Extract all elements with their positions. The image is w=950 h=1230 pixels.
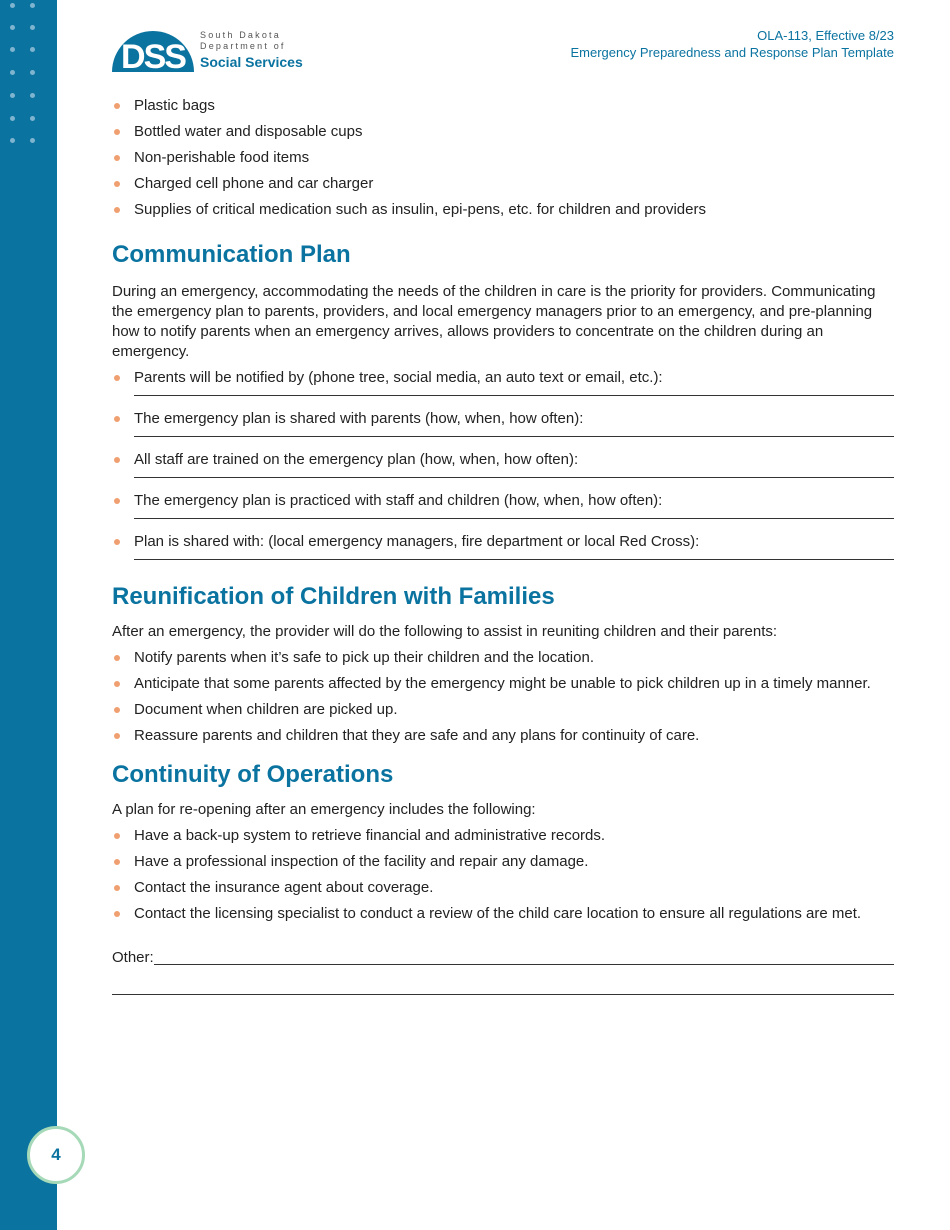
list-item: Notify parents when it’s safe to pick up their children and the location. [112, 648, 894, 668]
list-item: Contact the licensing specialist to conduct a review of the child care location to ensure all regulations are met. [112, 904, 894, 924]
list-item: Have a back-up system to retrieve financial and administrative records. [112, 826, 894, 846]
form-title: Emergency Preparedness and Response Plan Template [570, 45, 894, 60]
list-item: Non-perishable food items [112, 148, 894, 168]
logo-line-1: South Dakota [200, 30, 281, 40]
other-input-line[interactable] [154, 964, 894, 965]
list-item: Reassure parents and children that they are safe and any plans for continuity of care. [112, 726, 894, 746]
list-item: Plastic bags [112, 96, 894, 116]
list-item: Document when children are picked up. [112, 700, 894, 720]
list-item: Anticipate that some parents affected by the emergency might be unable to pick children up in a timely manner. [112, 674, 894, 694]
list-item: Plan is shared with: (local emergency managers, fire department or local Red Cross): [112, 532, 894, 552]
reunification-heading: Reunification of Children with Families [112, 583, 555, 610]
logo-mark: DSS [121, 38, 185, 74]
communication-list [112, 368, 894, 388]
form-id: OLA-113, Effective 8/23 [757, 28, 894, 43]
page-number: 4 [27, 1126, 85, 1184]
communication-intro: During an emergency, accommodating the needs of the children in care is the priority for providers. Communicating the emergency plan to parents, providers, and local emergency managers prior to an emergency, and pre-planning how to notify parents when an emergency arrives, allows providers to concentrate on the children during an emergency. [112, 283, 876, 360]
continuity-intro: A plan for re-opening after an emergency includes the following: [112, 801, 536, 818]
list-item: Parents will be notified by (phone tree, social media, an auto text or email, etc.): [112, 368, 894, 388]
other-label: Other: [112, 949, 154, 966]
decorative-dots [8, 0, 48, 150]
fill-in-line[interactable] [134, 436, 894, 437]
list-item: Supplies of critical medication such as insulin, epi-pens, etc. for children and providers [112, 200, 894, 220]
list-item: Contact the insurance agent about coverage. [112, 878, 894, 898]
list-item: The emergency plan is shared with parents (how, when, how often): [112, 409, 894, 429]
fill-in-line[interactable] [134, 395, 894, 396]
left-sidebar [0, 0, 57, 1230]
fill-in-line[interactable] [134, 559, 894, 560]
supplies-list [112, 96, 894, 220]
other-field [112, 948, 894, 968]
list-item: The emergency plan is practiced with staff and children (how, when, how often): [112, 491, 894, 511]
page-content [112, 96, 894, 995]
logo-line-3: Social Services [200, 54, 303, 70]
list-item: Bottled water and disposable cups [112, 122, 894, 142]
reunification-list [112, 648, 894, 746]
reunification-intro: After an emergency, the provider will do the following to assist in reuniting children and their parents: [112, 623, 778, 640]
list-item: Have a professional inspection of the facility and repair any damage. [112, 852, 894, 872]
document-header [570, 27, 894, 61]
continuity-heading: Continuity of Operations [112, 761, 394, 788]
fill-in-line[interactable] [134, 518, 894, 519]
fill-in-line[interactable] [134, 477, 894, 478]
list-item: All staff are trained on the emergency plan (how, when, how often): [112, 450, 894, 470]
logo-line-2: Department of [200, 41, 286, 51]
communication-heading: Communication Plan [112, 241, 351, 268]
list-item: Charged cell phone and car charger [112, 174, 894, 194]
logo-text [200, 30, 303, 70]
continuity-list [112, 826, 894, 924]
other-extra-line[interactable] [112, 994, 894, 995]
